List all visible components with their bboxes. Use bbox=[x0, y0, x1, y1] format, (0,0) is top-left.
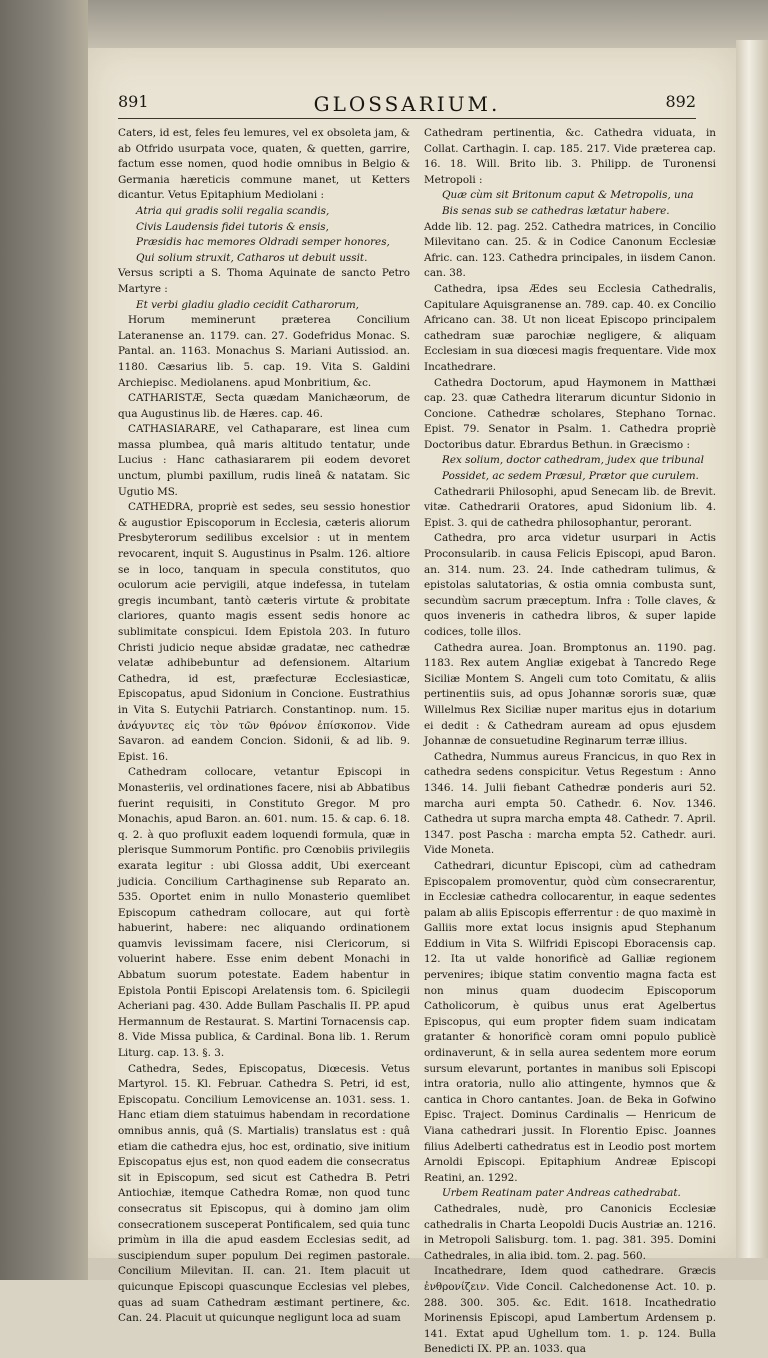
entry-cathedra-sedes: Cathedra, Sedes, Episcopatus, Diœcesis. Vetus Martyrol. 15. Kl. Februar. Cathedra S. Petri, id est, Episcopatu. Concilium Lemovicense an. 1031. sess. 1. Hanc etiam diem statuimus habendam in recordatione omnibus annis, quâ (S. Martialis) translatus est : quâ etiam die cathedra ejus, hoc est, ordinatio, sive initium Episcopatus ejus est, non quod eadem die consecratus sit in Episcopum, sed sicut est Cathedra B. Petri Antiochiæ, itemque Cathedra Romæ, non quod tunc consecratus sit Episcopus, qui à domino jam olim consecrationem susceperat Pontificalem, sed quia tunc primùm in illa die apud easdem Ecclesias sedit, ad suscipiendum super populum Dei regimen pastorale. Concilium Milevitan. II. can. 21. Item placuit ut quicunque Episcopi quascunque Ecclesias vel plebes, quas ad suam Cathedram æstimant pertinere, &c. Can. 24. Placuit ut quicunque negligunt loca ad suam bbox=[118, 1062, 410, 1325]
entry-cathedra-aurea: Cathedra aurea. Joan. Bromptonus an. 1190. pag. 1183. Rex autem Angliæ exigebat à Tancredo Rege Siciliæ Montem S. Angeli cum toto Comitatu, & aliis pertinentiis suis, ad opus Johannæ sororis suæ, quæ Willelmus Rex Siciliæ nuper maritus ejus in dotarium ei dedit : & Cathedram auream ad opus ejusdem Johannæ de consuetudine Reginarum terræ illius. bbox=[424, 641, 716, 748]
page-number-right: 892 bbox=[665, 92, 696, 111]
verse-line: Præsidis hac memores Oldradi semper honores, bbox=[136, 236, 390, 249]
book-page bbox=[88, 48, 736, 1356]
entry-cathedra-aedes: Cathedra, ipsa Ædes seu Ecclesia Cathedralis, Capitulare Aquisgranense an. 789. cap. 40. ex Concilio Africano can. 38. Ut non liceat Episcopo principalem cathedram suæ parochiæ negligere, & aliquam Ecclesiam in sua diœcesi magis frequentare. Vide mox Incathedrare. bbox=[424, 282, 716, 373]
entry-cathedram-collocare: Cathedram collocare, vetantur Episcopi in Monasteriis, vel ordinationes facere, nisi ab Abbatibus fuerint requisiti, in Constituto Gregor. M pro Monachis, apud Baron. an. 601. num. 15. & cap. 6. 18. q. 2. à quo profluxit eadem loquendi formula, quæ in plerisque Summorum Pontific. pro Cœnobiis privilegiis exarata legitur : ubi Glossa addit, Ubi exerceant judicia. Concilium Carthaginense sub Reparato an. 535. Oportet enim in nullo Monasterio quemlibet Episcopum cathedram collocare, aut qui fortè habuerint, habere: nec aliquando ordinationem quamvis levissimam facere, nisi Clericorum, si voluerint habere. Esse enim debent Monachi in Abbatum suorum potestate. Eadem habentur in Epistola Pontii Episcopi Arelatensis tom. 6. Spicilegii Acheriani pag. 430. Adde Bullam Paschalis II. PP. apud Hermannum de Restaurat. S. Martini Tornacensis cap. 8. Vide Missa publica, & Cardinal. Bona lib. 1. Rerum Liturg. cap. 13. §. 3. bbox=[118, 766, 410, 1060]
paragraph: Versus scripti a S. Thoma Aquinate de sancto Petro Martyre : bbox=[118, 267, 410, 295]
right-page-edge bbox=[736, 40, 768, 1280]
running-title: GLOSSARIUM. bbox=[313, 92, 501, 116]
paragraph: Horum meminerunt præterea Concilium Lateranense an. 1179. can. 27. Godefridus Monac. S. Pantal. an. 1163. Monachus S. Mariani Autissiod. an. 1180. Cæsarius lib. 5. cap. 19. Vita S. Galdini Archiepisc. Mediolanens. apud Monbritium, &c. bbox=[118, 314, 410, 389]
entry-cathedra: CATHEDRA, propriè est sedes, seu sessio honestior & augustior Episcoporum in Ecclesia, cæteris aliorum Presbyterorum sedilibus excelsior : ut in mentem revocarent, inquit S. Augustinus in Psalm. 126. altiore se in loco, tanquam in specula constitutos, quo oculorum acie pervigili, atque indefessa, in tutelam gregis incumbant, tantò cæteris virtute & probitate clariores, quanto magis essent sedis honore ac sublimitate conspicui. Idem Epistola 203. In futuro Christi judicio neque absidæ gradatæ, nec cathedræ velatæ adhibebuntur ad defensionem. Altarium Cathedra, id est, præfecturæ Ecclesiasticæ, Episcopatus, apud Sidonium in Concione. Eustrathius in Vita S. Eutychii Patriarch. Constantinop. num. 15. ἀνάγυντες εἰς τὸν τῶν θρόνον ἐπίσκοπον. Vide Savaron. ad eandem Concion. Sidonii, & ad lib. 9. Epist. 16. bbox=[118, 501, 410, 763]
entry-cathedra-doctorum: Cathedra Doctorum, apud Haymonem in Matthæi cap. 23. quæ Cathedra literarum dicuntur Sidonio in Concione. Cathedræ scholares, Stephano Tornac. Epist. 79. Senator in Psalm. 1. Cathedra propriè Doctoribus datur. Ebrardus Bethun. in Græcismo : bbox=[424, 376, 716, 451]
entry-cathedrarii: Cathedrarii Philosophi, apud Senecam lib. de Brevit. vitæ. Cathedrarii Oratores, apud Sidonium lib. 4. Epist. 3. qui de cathedra philosophantur, perorant. bbox=[424, 485, 716, 529]
entry-cathedra-arca: Cathedra, pro arca videtur usurpari in Actis Proconsularib. in causa Felicis Episcopi, apud Baron. an. 314. num. 23. 24. Inde cathedram tulimus, & epistolas salutatorias, & ostia omnia combusta sunt, secundùm sacrum præceptum. Infra : Tolle claves, & quos inveneris in cathedra libros, & super lapide codices, tolle illos. bbox=[424, 532, 716, 638]
entry-catharistae: CATHARISTÆ, Secta quædam Manichæorum, de qua Augustinus lib. de Hæres. cap. 46. bbox=[118, 392, 410, 420]
running-header bbox=[118, 92, 696, 116]
entry-cathasiarare: CATHASIARARE, vel Cathaparare, est linea cum massa plumbea, quâ maris altitudo tentatur, unde Lucius : Hanc cathasiararem pii eodem devoret unctum, plumbi paxillum, rudis lineâ & natatam. Sic Ugutio MS. bbox=[118, 423, 410, 498]
entry-cathedra-nummus: Cathedra, Nummus aureus Francicus, in quo Rex in cathedra sedens conspicitur. Vetus Regestum : Anno 1346. 14. Julii fiebant Cathedræ ponderis auri 52. marcha auri empta 50. Cathedr. 6. Nov. 1346. Cathedra ut supra marcha empta 48. Cathedr. 7. April. 1347. post Pascha : marcha empta 52. Cathedr. auri. Vide Moneta. bbox=[424, 750, 716, 857]
header-rule bbox=[118, 118, 696, 119]
verse-line: Quæ cùm sit Britonum caput & Metropolis, una bbox=[442, 189, 694, 202]
verse-line: Atria qui gradis solii regalia scandis, bbox=[136, 204, 330, 217]
verse-line: Urbem Reatinam pater Andreas cathedrabat. bbox=[442, 1187, 681, 1200]
verse-line: Civis Laudensis fidei tutoris & ensis, bbox=[136, 220, 329, 233]
verse-line: Et verbi gladiu gladio cecidit Catharorum, bbox=[136, 298, 359, 311]
entry-cathedrari: Cathedrari, dicuntur Episcopi, cùm ad cathedram Episcopalem promoventur, quòd cùm consecrarentur, in Ecclesiæ cathedra collocarentur, in eaque sedentes palam ab aliis Episcopis efferrentur : de quo maximè in Galliis more extat locus insignis apud Stephanum Eddium in Vita S. Wilfridi Episcopi Eboracensis cap. 12. Ita ut valde honorificè ad Galliæ regionem pervenires; ibique statim conventio magna facta est non minus quam duodecim Episcoporum Catholicorum, è quibus unus erat Agelbertus Episcopus, qui eum propter fidem suam indicatam gratanter & honorificè coram omni populo publicè ordinaverunt, & in sella aurea sedentem more eorum sursum elevarunt, portantes in manibus soli Episcopi intra oratoria, nullo alio attingente, hymnos que & cantica in Choro cantantes. Joan. de Beka in Gofwino Episc. Traject. Dominus Cardinalis — Henricum de Viana cathedrari jussit. In Florentio Episc. Joannes filius Adelberti cathedratus est in Leodio post mortem Arnoldi Episcopi. Epitaphium Andreæ Episcopi Reatini, an. 1292. bbox=[424, 859, 716, 1184]
left-column bbox=[118, 126, 410, 1327]
verse-line: Qui solium struxit, Catharos ut debuit ussit. bbox=[136, 251, 368, 264]
paragraph: Adde lib. 12. pag. 252. Cathedra matrices, in Concilio Milevitano can. 25. & in Codice Canonum Ecclesiæ Afric. can. 123. Cathedra principales, in iisdem Canon. can. 38. bbox=[424, 220, 716, 280]
right-column bbox=[424, 126, 716, 1358]
paragraph: Caters, id est, feles feu lemures, vel ex obsoleta jam, & ab Otfrido usurpata voce, quaten, & quetten, garrire, factum esse nomen, quod hodie omnibus in Belgio & Germania hæreticis commune manet, ut Ketters dicantur. Vetus Epitaphium Mediolani : bbox=[118, 127, 410, 202]
verse-line: Possidet, ac sedem Præsul, Prætor que curulem. bbox=[442, 470, 699, 483]
page-number-left: 891 bbox=[118, 92, 149, 111]
entry-cathedrales: Cathedrales, nudè, pro Canonicis Ecclesiæ cathedralis in Charta Leopoldi Ducis Austriæ an. 1216. in Metropoli Salisburg. tom. 1. pag. 381. 395. Domini Cathedrales, in alia ibid. tom. 2. pag. 560. bbox=[424, 1202, 716, 1262]
verse-line: Rex solium, doctor cathedram, judex que tribunal bbox=[442, 454, 704, 467]
paragraph: Cathedram pertinentia, &c. Cathedra viduata, in Collat. Carthagin. I. cap. 185. 217. Vide præterea cap. 16. 18. Will. Brito lib. 3. Philipp. de Turonensi Metropoli : bbox=[424, 127, 716, 186]
verse-line: Bis senas sub se cathedras lætatur habere. bbox=[442, 204, 670, 217]
top-background bbox=[88, 0, 768, 48]
left-page-edge bbox=[0, 0, 88, 1280]
entry-incathedrare: Incathedrare, Idem quod cathedrare. Græcis ἐνθρονίζειν. Vide Concil. Calchedonense Act. 10. p. 288. 300. 305. &c. Edit. 1618. Incathedratio Morinensis Episcopi, apud Lambertum Ardensem p. 141. Extat apud Ughellum tom. 1. p. 124. Bulla Benedicti IX. PP. an. 1033. qua bbox=[424, 1265, 716, 1356]
